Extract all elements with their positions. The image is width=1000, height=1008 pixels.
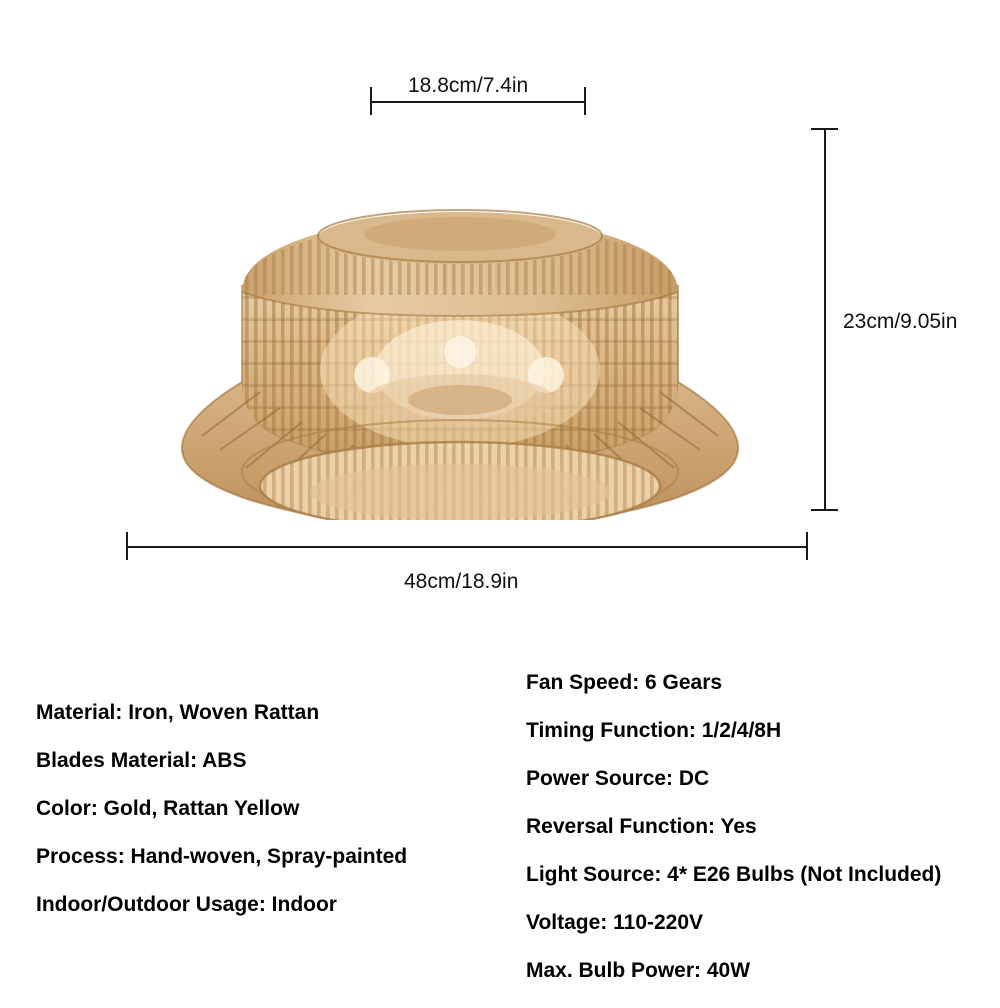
dimension-label-top-width: 18.8cm/7.4in (408, 74, 529, 97)
dimension-line-top (370, 101, 585, 103)
dimension-tick-right-bottom (811, 509, 838, 511)
spec-item: Color: Gold, Rattan Yellow (36, 797, 300, 820)
spec-item: Voltage: 110-220V (526, 911, 704, 934)
dimension-line-bottom (126, 546, 808, 548)
dimension-tick-top-right (584, 87, 586, 115)
spec-item: Process: Hand-woven, Spray-painted (36, 845, 408, 868)
lamp-top-shoulder (230, 210, 690, 320)
spec-item: Power Source: DC (526, 767, 710, 790)
specifications-section (0, 650, 1000, 1000)
dimension-tick-bottom-left (126, 532, 128, 560)
dimension-tick-right-top (811, 128, 838, 130)
spec-item: Blades Material: ABS (36, 749, 247, 772)
spec-item: Material: Iron, Woven Rattan (36, 701, 320, 724)
dimension-line-right (824, 128, 826, 510)
lamp-illustration (110, 120, 810, 520)
dimension-tick-top-left (370, 87, 372, 115)
dimension-label-height: 23cm/9.05in (843, 310, 958, 333)
spec-item: Indoor/Outdoor Usage: Indoor (36, 893, 337, 916)
dimension-label-bottom-width: 48cm/18.9in (404, 570, 519, 593)
spec-item: Reversal Function: Yes (526, 815, 757, 838)
spec-item: Timing Function: 1/2/4/8H (526, 719, 782, 742)
lamp-inner-ring (260, 442, 660, 520)
spec-list-right (526, 672, 941, 1008)
dimension-tick-bottom-right (806, 532, 808, 560)
spec-item: Max. Bulb Power: 40W (526, 959, 751, 982)
spec-item: Light Source: 4* E26 Bulbs (Not Included) (526, 863, 942, 886)
spec-list-left (36, 702, 407, 942)
spec-item: Fan Speed: 6 Gears (526, 671, 723, 694)
